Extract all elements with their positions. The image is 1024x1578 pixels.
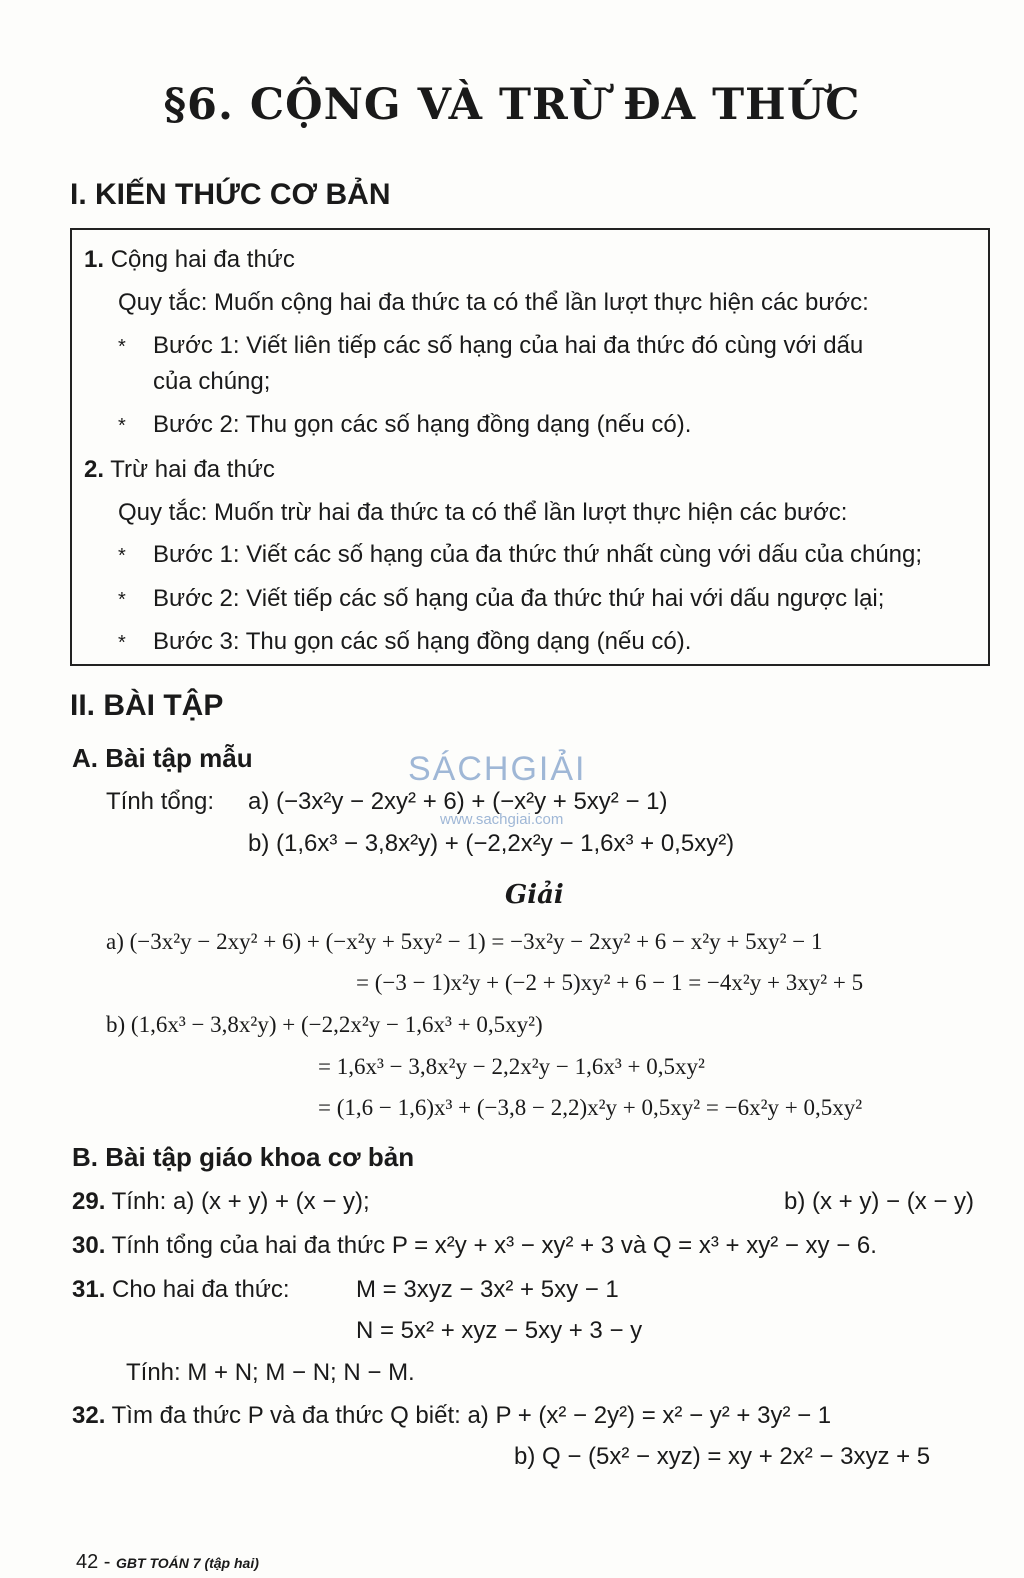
item2-step1: Bước 1: Viết các số hạng của đa thức thứ nhất cùng với dấu của chúng; bbox=[153, 541, 923, 568]
exercise-31-calc: Tính: M + N; M − N; N − M. bbox=[126, 1359, 415, 1386]
item2-step3: Bước 3: Thu gọn các số hạng đồng dạng (nếu có). bbox=[153, 628, 692, 655]
exercise-text: Tính: a) (x + y) + (x − y); bbox=[111, 1188, 370, 1215]
exercise-31 bbox=[72, 1276, 290, 1304]
book-title: GBT TOÁN 7 (tập hai) bbox=[116, 1555, 259, 1571]
item1-heading bbox=[84, 246, 295, 274]
solution-a-line1: a) (−3x²y − 2xy² + 6) + (−x²y + 5xy² − 1) = −3x²y − 2xy² + 6 − x²y + 5xy² − 1 bbox=[106, 929, 823, 954]
exercise-31-N: N = 5x² + xyz − 5xy + 3 − y bbox=[356, 1317, 643, 1344]
bullet-icon: * bbox=[118, 545, 126, 567]
bullet-icon: * bbox=[118, 336, 126, 358]
exercise-number: 32. bbox=[72, 1402, 106, 1429]
solution-heading: Giải bbox=[505, 880, 564, 910]
exercise-32 bbox=[72, 1402, 831, 1430]
item1-number: 1. bbox=[84, 246, 105, 273]
item2-heading bbox=[84, 456, 275, 484]
solution-a-line2: = (−3 − 1)x²y + (−2 + 5)xy² + 6 − 1 = −4x²y + 3xy² + 5 bbox=[356, 970, 864, 995]
page-footer bbox=[76, 1551, 259, 1574]
item1-step1: Bước 1: Viết liên tiếp các số hạng của hai đa thức đó cùng với dấu bbox=[153, 332, 864, 359]
section-heading-theory: I. KIẾN THỨC CƠ BẢN bbox=[70, 178, 391, 211]
exercise-number: 31. bbox=[72, 1276, 106, 1303]
item1-rule: Quy tắc: Muốn cộng hai đa thức ta có thể lần lượt thực hiện các bước: bbox=[118, 289, 869, 316]
item2-number: 2. bbox=[84, 456, 105, 483]
watermark-brand: SÁCHGIẢI bbox=[408, 750, 587, 788]
bullet-icon: * bbox=[118, 415, 126, 437]
exercise-29-b: b) (x + y) − (x − y) bbox=[784, 1188, 975, 1215]
item2-rule: Quy tắc: Muốn trừ hai đa thức ta có thể lần lượt thực hiện các bước: bbox=[118, 499, 848, 526]
item1-step2: Bước 2: Thu gọn các số hạng đồng dạng (nếu có). bbox=[153, 411, 692, 438]
exercise-text: Cho hai đa thức: bbox=[112, 1276, 290, 1303]
exercise-text: Tìm đa thức P và đa thức Q biết: a) P + (x² − 2y²) = x² − y² + 3y² − 1 bbox=[111, 1402, 832, 1429]
subsection-textbook: B. Bài tập giáo khoa cơ bản bbox=[72, 1142, 415, 1172]
bullet-icon: * bbox=[118, 589, 126, 611]
item1-step1-cont: của chúng; bbox=[153, 368, 271, 395]
exercise-number: 30. bbox=[72, 1232, 106, 1259]
example-label: Tính tổng: bbox=[106, 788, 215, 815]
page-title: §6. CỘNG VÀ TRỪ ĐA THỨC bbox=[163, 80, 861, 130]
exercise-32-b: b) Q − (5x² − xyz) = xy + 2x² − 3xyz + 5 bbox=[514, 1443, 931, 1470]
watermark-url: www.sachgiai.com bbox=[440, 811, 564, 828]
example-a: a) (−3x²y − 2xy² + 6) + (−x²y + 5xy² − 1) bbox=[248, 788, 668, 815]
subsection-sample: A. Bài tập mẫu bbox=[72, 743, 253, 773]
solution-b-line3: = (1,6 − 1,6)x³ + (−3,8 − 2,2)x²y + 0,5xy² = −6x²y + 0,5xy² bbox=[318, 1095, 863, 1120]
footer-separator: - bbox=[98, 1551, 117, 1573]
item1-title: Cộng hai đa thức bbox=[110, 246, 295, 273]
exercise-29 bbox=[72, 1188, 370, 1216]
exercise-number: 29. bbox=[72, 1188, 106, 1215]
example-b: b) (1,6x³ − 3,8x²y) + (−2,2x²y − 1,6x³ + 0,5xy²) bbox=[248, 830, 735, 857]
solution-b-line2: = 1,6x³ − 3,8x²y − 2,2x²y − 1,6x³ + 0,5xy² bbox=[318, 1054, 705, 1079]
bullet-icon: * bbox=[118, 632, 126, 654]
solution-b-line1: b) (1,6x³ − 3,8x²y) + (−2,2x²y − 1,6x³ + 0,5xy²) bbox=[106, 1012, 543, 1037]
exercise-31-M: M = 3xyz − 3x² + 5xy − 1 bbox=[356, 1276, 619, 1303]
page-number: 42 bbox=[76, 1551, 99, 1573]
section-heading-exercises: II. BÀI TẬP bbox=[70, 689, 224, 722]
item2-step2: Bước 2: Viết tiếp các số hạng của đa thức thứ hai với dấu ngược lại; bbox=[153, 585, 885, 612]
exercise-30 bbox=[72, 1232, 877, 1260]
item2-title: Trừ hai đa thức bbox=[110, 456, 275, 483]
exercise-text: Tính tổng của hai đa thức P = x²y + x³ − xy² + 3 và Q = x³ + xy² − xy − 6. bbox=[111, 1232, 877, 1259]
